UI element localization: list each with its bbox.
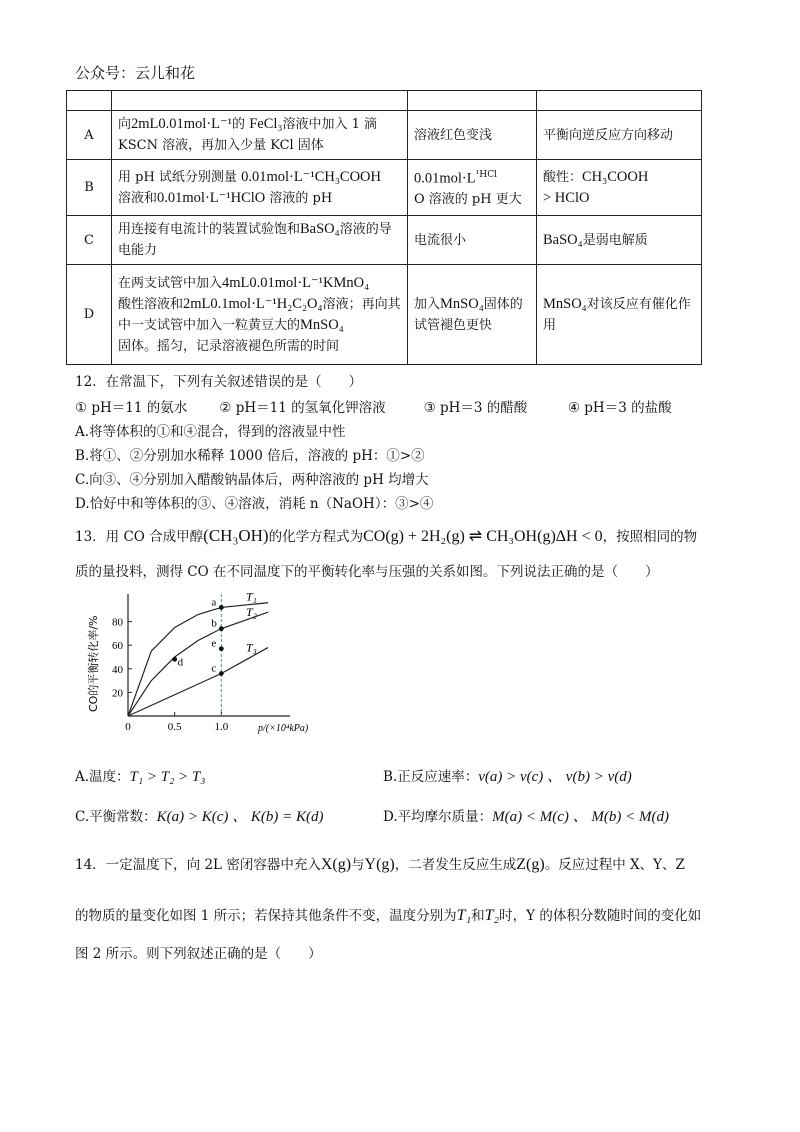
conclusion-cell: 平衡向逆反应方向移动 <box>537 111 702 160</box>
point-label-a: a <box>211 596 217 609</box>
conclusion-cell: 酸性：CH₃COOH > HClO <box>537 160 702 216</box>
q12-item: ④ pH＝3 的盐酸 <box>567 400 672 416</box>
phenomenon-cell: $0.01mol\cdot L^{^1HCl}$ O 溶液的 pH 更大 <box>408 160 537 216</box>
q12-items <box>75 396 672 416</box>
x-axis-label: p/(×10⁴kPa) <box>258 723 309 734</box>
table-row-c <box>67 216 702 265</box>
series-label: T₂ <box>246 605 257 620</box>
table-row-d <box>67 265 702 365</box>
q12-stem: 12．在常温下，下列有关叙述错误的是（ ） <box>75 374 363 390</box>
q14-line2: 的物质的量变化如图 1 所示；若保持其他条件不变，温度分别为T₁和T₂时，Y 的体积分数随时间的变化如 <box>75 907 702 924</box>
q12-option-a: A.将等体积的①和④混合，得到的溶液显中性 <box>75 424 346 440</box>
operation-cell: 向2mL0.01mol·L⁻¹的 FeCl₃溶液中加入 1 滴 KSCN 溶液，再加入少量 KCl 固体 <box>112 111 408 160</box>
phenomenon-cell: 加入MnSO₄固体的试管褪色更快 <box>408 265 537 365</box>
q13-stem-line2: 质的量投料，测得 CO 在不同温度下的平衡转化率与压强的关系如图。下列说法正确的是（ ） <box>75 564 659 580</box>
conclusion-cell: MnSO₄对该反应有催化作用 <box>537 265 702 365</box>
y-tick-label: 80 <box>112 616 123 629</box>
q12-item: ② pH＝11 的氢氧化钾溶液 <box>219 400 386 416</box>
point-label-e: e <box>211 637 217 650</box>
option-label: B <box>67 160 112 216</box>
experiment-table <box>66 90 702 365</box>
q12-option-d: D.恰好中和等体积的③、④溶液，消耗 n（NaOH）：③>④ <box>75 496 434 512</box>
q12-item: ① pH＝11 的氨水 <box>75 400 188 416</box>
series-line-2 <box>128 612 268 716</box>
x-tick-label: 0 <box>125 721 131 733</box>
q14-line3: 图 2 所示。则下列叙述正确的是（ ） <box>75 946 322 962</box>
q14-line1: 14．一定温度下，向 2L 密闭容器中充入X(g)与Y(g)，二者发生反应生成Z(g)。反应过程中 X、Y、Z <box>75 856 685 873</box>
series-label: T₁ <box>246 589 257 604</box>
table-row-b <box>67 160 702 216</box>
table-header-row <box>67 91 702 111</box>
option-label: C <box>67 216 112 265</box>
operation-cell: 用连接有电流计的装置试验饱和BaSO₄溶液的导电能力 <box>112 216 408 265</box>
point-a <box>219 605 224 610</box>
q12-option-b: B.将①、②分别加水稀释 1000 倍后，溶液的 pH：①>② <box>75 448 425 464</box>
point-label-b: b <box>211 617 217 630</box>
q13-option-b: B.正反应速率：v(a) > v(c) 、 v(b) > v(d) <box>383 769 632 785</box>
point-b <box>219 626 224 631</box>
operation-cell: 用 pH 试纸分别测量 0.01mol·L⁻¹CH₃COOH 溶液和0.01mol·L⁻¹HClO 溶液的 pH <box>112 160 408 216</box>
operation-cell: 在两支试管中加入4mL0.01mol·L⁻¹KMnO₄ 酸性溶液和2mL0.1mol·L⁻¹H₂C₂O₄溶液；再向其中一支试管中加入一粒黄豆大的MnSO₄ 固体。摇匀，记录溶液褪色所需的时间 <box>112 265 408 365</box>
y-tick-label: 60 <box>112 640 123 653</box>
table-row-a <box>67 111 702 160</box>
x-tick-label: 1.0 <box>214 721 229 733</box>
y-axis-label: CO的平衡转化率/% <box>87 615 100 712</box>
q13-option-c: C.平衡常数：K(a) > K(c) 、 K(b) = K(d) <box>75 809 324 825</box>
option-label: D <box>67 265 112 365</box>
series-label: T₃ <box>246 640 257 655</box>
y-tick-label: 40 <box>112 663 123 676</box>
point-c <box>219 671 224 676</box>
q13-stem: 13．用 CO 合成甲醇(CH₃OH)的化学方程式为CO(g) + 2H₂(g) ⇌ CH₃OH(g)ΔH < 0，按照相同的物 <box>75 526 698 545</box>
q12-item: ③ pH＝3 的醋酸 <box>423 400 528 416</box>
phenomenon-cell: 溶液红色变浅 <box>408 111 537 160</box>
point-e <box>219 646 224 651</box>
phenomenon-cell: 电流很小 <box>408 216 537 265</box>
q13-option-d: D.平均摩尔质量：M(a) < M(c) 、 M(b) < M(d) <box>383 809 669 825</box>
x-tick-label: 0.5 <box>167 721 182 733</box>
y-tick-label: 20 <box>112 687 123 700</box>
conversion-pressure-chart <box>82 586 322 736</box>
q12-option-c: C.向③、④分别加入醋酸钠晶体后，两种溶液的 pH 均增大 <box>75 472 429 488</box>
point-label-d: d <box>177 656 184 669</box>
point-label-c: c <box>211 662 217 675</box>
conclusion-cell: BaSO₄是弱电解质 <box>537 216 702 265</box>
option-label: A <box>67 111 112 160</box>
point-d <box>172 657 177 662</box>
source-header: 公众号：云儿和花 <box>75 64 196 82</box>
q13-option-a: A.温度：T₁ > T₂ > T₃ <box>75 769 206 785</box>
